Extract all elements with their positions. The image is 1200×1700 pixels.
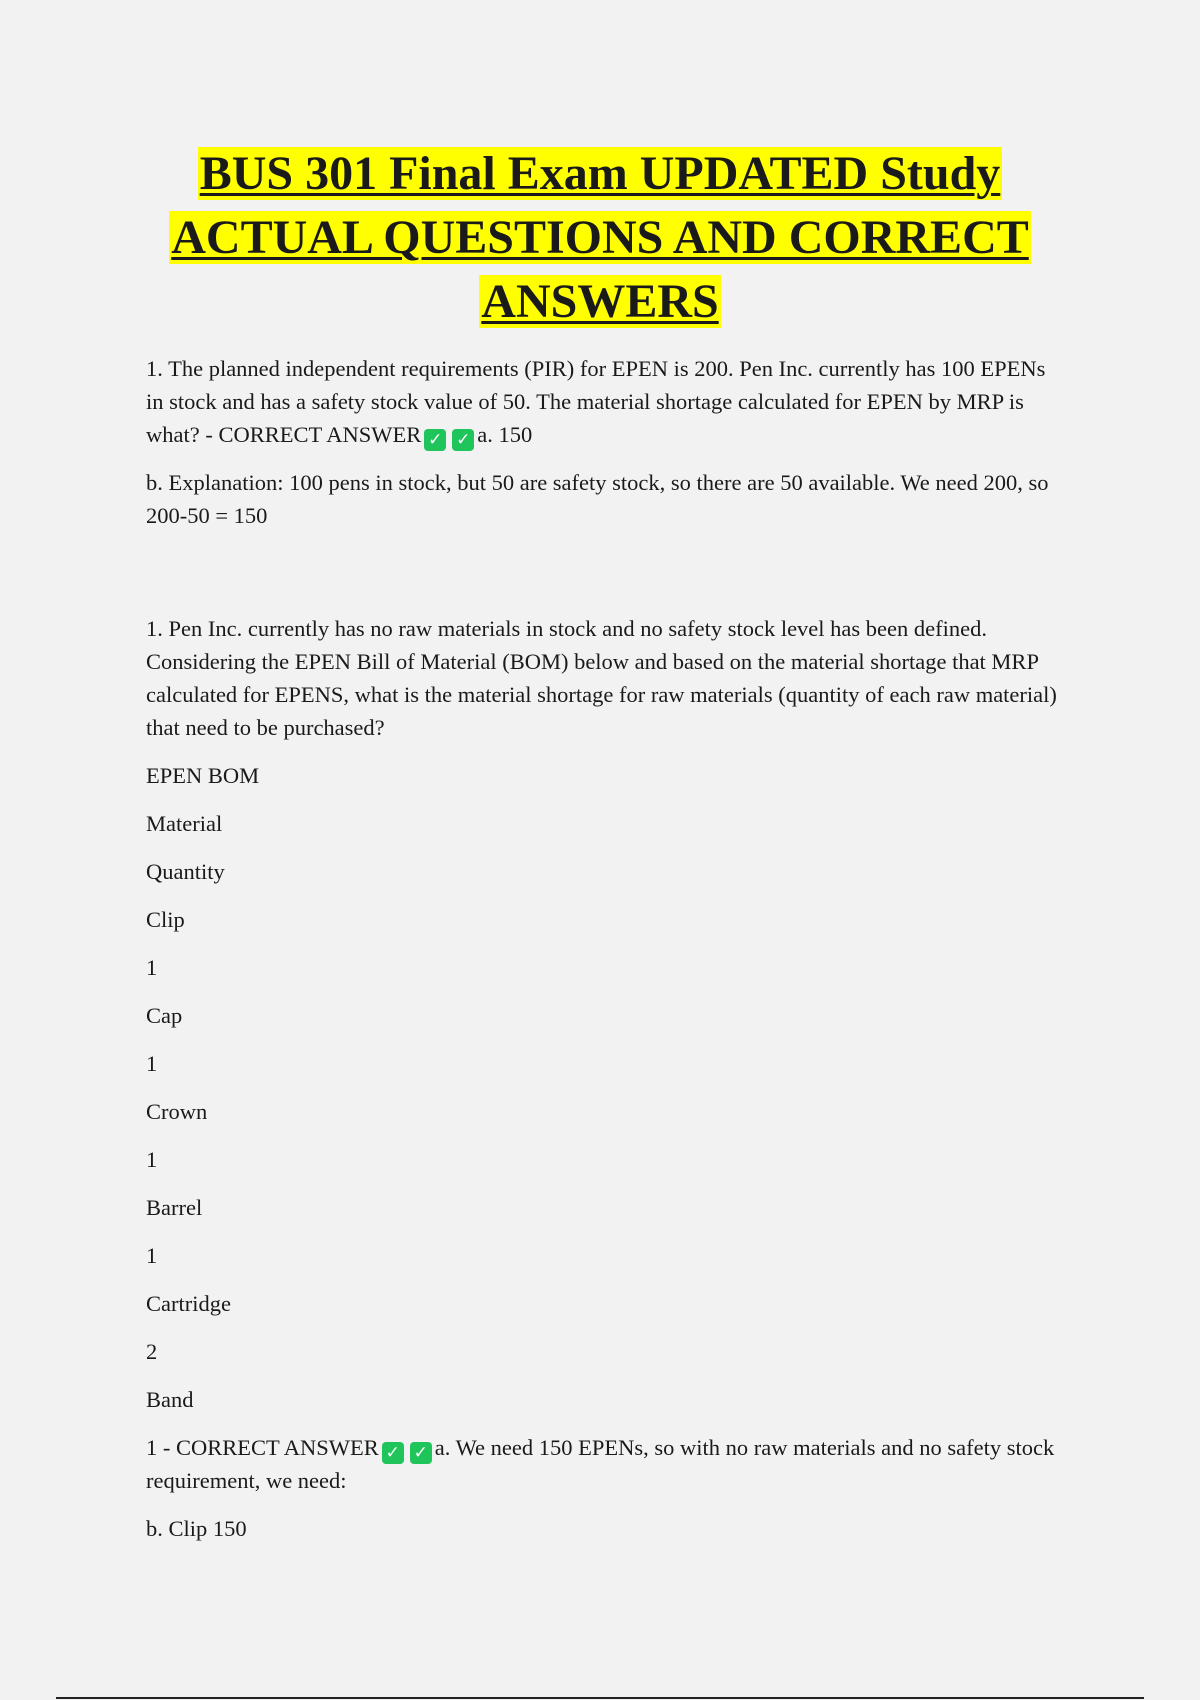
check-box-icon: ✓: [382, 1442, 404, 1464]
title-line-3: ANSWERS: [481, 275, 719, 328]
answer-b: b. Clip 150: [146, 1516, 247, 1541]
bom-line: 1: [146, 1147, 158, 1172]
check-box-icon: ✓: [452, 429, 474, 451]
document-title: [140, 142, 1060, 334]
question-1: [146, 352, 1062, 451]
bom-line: 2: [146, 1339, 158, 1364]
answer-text: a. We need 150 EPENs, so with no raw materials and no safety stock requirement, we need:: [146, 1435, 1055, 1493]
bom-line: Barrel: [146, 1195, 203, 1220]
bom-line: EPEN BOM: [146, 763, 260, 788]
bom-line: 1: [146, 955, 158, 980]
bom-line: 1: [146, 1243, 158, 1268]
bom-line: Cartridge: [146, 1291, 231, 1316]
question-2-answer: [146, 1431, 1062, 1497]
bom-line: Material: [146, 811, 223, 836]
bom-line: Quantity: [146, 859, 225, 884]
question-1-explanation: b. Explanation: 100 pens in stock, but 50 are safety stock, so there are 50 available. We need 200, so 200-50 = 150: [146, 470, 1049, 528]
check-box-icon: ✓: [410, 1442, 432, 1464]
bom-line: Clip: [146, 907, 185, 932]
footer-rule: [56, 1697, 1144, 1699]
check-box-icon: ✓: [424, 429, 446, 451]
question-1-answer: a. 150: [477, 422, 533, 447]
question-2: 1. Pen Inc. currently has no raw materials in stock and no safety stock level has been defined. Considering the EPEN Bill of Material (BOM) below and based on the material shortage that MRP calculated for EPENS, what is the material shortage for raw materials (quantity of each raw material) that need to be purchased?: [146, 616, 1057, 740]
bom-line: Crown: [146, 1099, 208, 1124]
bom-line: Band: [146, 1387, 194, 1412]
bom-line: Cap: [146, 1003, 183, 1028]
document-body: [146, 352, 1062, 1560]
title-line-1: BUS 301 Final Exam UPDATED Study: [199, 147, 1001, 200]
answer-prefix: 1 - CORRECT ANSWER: [146, 1435, 379, 1460]
title-line-2: ACTUAL QUESTIONS AND CORRECT: [171, 211, 1029, 264]
bom-line: 1: [146, 1051, 158, 1076]
question-1-text: 1. The planned independent requirements (PIR) for EPEN is 200. Pen Inc. currently has 100 EPENs in stock and has a safety stock value of 50. The material shortage calculated for EPEN by MRP is what? - CORRECT ANSWER: [146, 356, 1046, 447]
